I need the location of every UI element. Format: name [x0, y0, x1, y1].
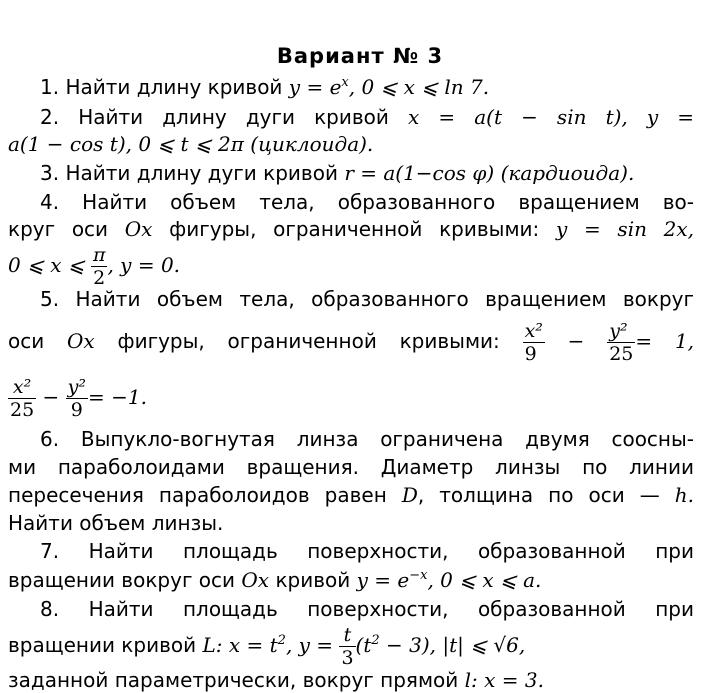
problem-text: фигуры, ограниченной кривыми: — [117, 329, 500, 353]
problem-text: Найти площадь поверхности, образованной при — [88, 597, 694, 621]
fraction-numerator: x² — [524, 320, 543, 342]
problem-text: Найти длину дуги кривой — [65, 161, 338, 185]
problem-text: вращении кривой — [8, 633, 197, 657]
formula: = −1. — [88, 385, 147, 409]
formula: − 3), |t| ⩽ √6, — [379, 633, 526, 657]
fraction — [607, 320, 635, 365]
fraction-numerator: y² — [607, 320, 635, 343]
problem-number: 6. — [40, 427, 60, 451]
problem-2-line-2 — [8, 131, 694, 157]
formula-tail: , 0 ⩽ x ⩽ a. — [427, 568, 542, 592]
problem-text: круг оси — [8, 217, 109, 241]
fraction-denominator: 9 — [70, 399, 83, 421]
fraction-denominator: 25 — [10, 399, 35, 421]
problem-text: вращении вокруг оси — [8, 568, 236, 592]
fraction — [8, 376, 36, 421]
note: (кардиоида). — [500, 161, 635, 185]
problem-text: Найти объем линзы. — [8, 511, 224, 535]
problem-text: Найти объем тела, образованного вращением во- — [82, 190, 694, 214]
problem-7-line-1 — [40, 538, 694, 564]
fraction-denominator: 2 — [93, 267, 106, 289]
problem-text: кривой — [275, 568, 351, 592]
problem-7-line-2 — [8, 567, 694, 593]
problem-4-line-3 — [8, 244, 694, 289]
problem-number: 3. — [40, 161, 60, 185]
formula-tail: , 0 ⩽ x ⩽ ln 7. — [348, 75, 490, 99]
problem-5-line-2 — [8, 316, 694, 366]
problem-text: Найти площадь поверхности, образованной при — [88, 539, 694, 563]
axis-name: Ox — [241, 568, 270, 592]
fraction-denominator: 3 — [341, 647, 354, 669]
fraction-numerator: y² — [67, 376, 87, 398]
problem-text: ми параболоидами вращения. Диаметр линзы по линии — [8, 455, 694, 479]
problem-6-line-1 — [40, 426, 694, 452]
problem-6-line-4 — [8, 510, 694, 536]
axis-name: Ox — [124, 217, 153, 241]
problem-5-line-1 — [40, 286, 694, 312]
problem-number: 1. — [40, 75, 60, 99]
problem-text: фигуры, ограниченной кривыми: — [169, 217, 540, 241]
diameter-symbol: D — [401, 483, 418, 507]
fraction-denominator: 9 — [524, 343, 537, 365]
problem-4-line-1 — [40, 189, 694, 215]
problem-1 — [40, 74, 700, 100]
problem-5-line-3 — [8, 372, 694, 422]
problem-number: 2. — [40, 105, 60, 129]
variant-title: Вариант № 3 — [276, 44, 444, 68]
problem-8-line-3 — [8, 667, 694, 693]
fraction — [339, 624, 355, 669]
formula: y = e — [288, 75, 342, 99]
fraction-denominator: 25 — [609, 343, 634, 365]
problem-text: заданной параметрически, вокруг прямой — [8, 668, 459, 692]
formula-sup: x — [341, 75, 349, 90]
formula: l: x = 3. — [464, 668, 544, 692]
formula: a(1 − cos t), 0 ⩽ t ⩽ 2π — [8, 132, 244, 156]
problem-text: Найти длину дуги кривой — [78, 105, 389, 129]
curve-name: L: — [202, 633, 223, 657]
problem-6-line-3 — [8, 482, 694, 508]
problem-6-line-2 — [8, 454, 694, 480]
problem-8-line-2 — [8, 622, 694, 668]
fraction-numerator: π — [92, 244, 106, 266]
note: (циклоида). — [250, 132, 374, 156]
formula: x = a(t − sin t), y = — [408, 105, 695, 129]
problem-text: Выпукло-вогнутая линза ограничена двумя сооcны- — [80, 427, 695, 451]
formula: 0 ⩽ x ⩽ — [8, 253, 85, 277]
formula-sup: −x — [409, 568, 428, 583]
problem-text: оси — [8, 329, 45, 353]
fraction-numerator: t — [339, 624, 355, 647]
fraction — [91, 244, 108, 289]
formula: (t — [355, 633, 372, 657]
formula: , y = — [285, 633, 334, 657]
formula: , y = 0. — [107, 253, 181, 277]
problem-number: 5. — [40, 287, 60, 311]
fraction — [523, 320, 545, 365]
problem-text: Найти длину кривой — [65, 75, 283, 99]
axis-name: Ox — [67, 329, 95, 353]
minus-sign: − — [36, 385, 66, 409]
formula-sup: 2 — [277, 633, 286, 648]
thickness-symbol: h. — [674, 483, 695, 507]
formula: x = t — [228, 633, 278, 657]
formula: = 1, — [635, 329, 695, 353]
formula: y = e — [356, 568, 410, 592]
fraction — [66, 376, 88, 421]
problem-4-line-2 — [8, 216, 694, 242]
fraction-numerator: x² — [8, 376, 36, 399]
problem-number: 8. — [40, 597, 60, 621]
problem-text: Найти объем тела, образованного вращением вокруг — [75, 287, 695, 311]
problem-8-line-1 — [40, 596, 694, 622]
problem-3 — [40, 160, 700, 186]
problem-number: 7. — [40, 539, 60, 563]
formula-sup: 2 — [371, 633, 380, 648]
minus-sign: − — [544, 329, 608, 353]
problem-text: , толщина по оси — — [417, 483, 660, 507]
problem-number: 4. — [40, 190, 60, 214]
formula: r = a(1−cos φ) — [344, 161, 495, 185]
formula: y = sin 2x, — [555, 217, 695, 241]
problem-text: пересечения параболоидов равен — [8, 483, 387, 507]
problem-2-line-1 — [40, 104, 694, 130]
equation-1 — [523, 320, 695, 365]
